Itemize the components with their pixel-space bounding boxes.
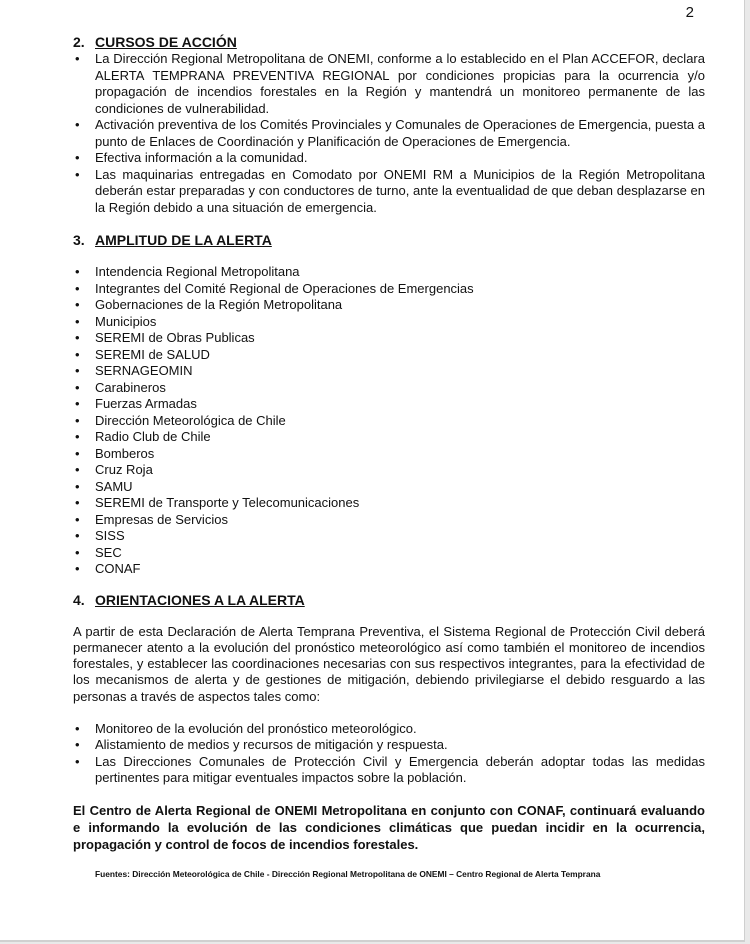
bullet-icon: • [75,495,80,510]
bullet-icon: • [75,313,80,329]
sources-note: Fuentes: Dirección Meteorológica de Chile - Dirección Regional Metropolitana de ONEMI – Centro Regional de Alerta Temprana [95,869,601,880]
bullet-icon: • [75,753,80,769]
list-item: • SAMU [75,478,133,494]
list-item: • Efectiva información a la comunidad. [75,150,308,165]
bullet-icon: • [75,166,80,182]
bullet-icon: • [75,346,80,362]
bullet-icon: • [75,528,80,543]
list-item: • Intendencia Regional Metropolitana [75,264,300,279]
section-4-heading [73,592,705,608]
bullet-icon: • [75,297,80,312]
section-3-title: AMPLITUD DE LA ALERTA [95,232,272,248]
list-item: • SEC [75,544,122,560]
bullet-icon: • [75,150,80,165]
list-item: • Empresas de Servicios [75,511,228,527]
section-4-title: ORIENTACIONES A LA ALERTA [95,591,305,608]
list-item: • Radio Club de Chile [75,429,211,444]
list-item: • Integrantes del Comité Regional de Operaciones de Emergencias [75,280,474,296]
list-item: • Las maquinarias entregadas en Comodato por ONEMI RM a Municipios de la Región Metropolitana deberán estar preparadas y con conductores de turno, ante la eventualidad de que deban desplazarse en la Región debido a una situación de emergencia. [75,166,705,215]
section-3-list [73,264,705,578]
list-item: • Fuerzas Armadas [75,396,197,411]
bullet-icon: • [75,264,80,279]
bullet-icon: • [75,511,80,527]
list-item: • Alistamiento de medios y recursos de mitigación y respuesta. [75,737,448,753]
section-2-title: CURSOS DE ACCIÓN [95,34,237,50]
list-item: • Dirección Meteorológica de Chile [75,412,286,428]
list-item: • Municipios [75,313,157,329]
bullet-icon: • [75,462,80,477]
bullet-icon: • [75,363,80,378]
document-content [73,34,705,879]
bullet-icon: • [75,117,80,132]
section-2-list [73,51,705,216]
list-item: • Las Direcciones Comunales de Protección Civil y Emergencia deberán adoptar todas las medidas pertinentes para mitigar eventuales impactos sobre la población. [75,753,705,786]
bullet-icon: • [75,280,80,296]
closing-statement: El Centro de Alerta Regional de ONEMI Metropolitana en conjunto con CONAF, continuará evaluando e informando la evolución de las condiciones climáticas que puedan incidir en la ocurrencia, propagación y control de focos de incendios forestales. [73,802,705,852]
list-item: • CONAF [75,561,141,576]
bullet-icon: • [75,737,80,753]
bullet-icon: • [75,720,80,736]
bullet-icon: • [75,330,80,345]
list-item: • Carabineros [75,379,166,395]
bullet-icon: • [75,561,80,576]
section-3-heading [73,232,705,248]
list-item: • Gobernaciones de la Región Metropolitana [75,297,343,312]
bullet-icon: • [75,445,80,461]
section-2-number: 2. [73,34,85,50]
bullet-icon: • [75,412,80,428]
section-4-list [73,721,705,787]
list-item: • Activación preventiva de los Comités Provinciales y Comunales de Operaciones de Emergencia, puesta a punto de Enlaces de Coordinación y Planificación de Operaciones de Emergencia. [75,117,705,149]
bullet-icon: • [75,396,80,411]
section-4-paragraph: A partir de esta Declaración de Alerta Temprana Preventiva, el Sistema Regional de Protección Civil deberá permanecer atento a la evolución del pronóstico meteorológico así como también el monitoreo de incendios forestales, y establecer las coordinaciones necesarias con sus respectivos integrantes, para la efectividad de los mecanismos de alerta y de gestiones de mitigación, debiendo privilegiarse el debido resguardo a las personas a través de aspectos tales como: [73,623,705,704]
section-2-heading [73,34,705,50]
list-item: • La Dirección Regional Metropolitana de ONEMI, conforme a lo establecido en el Plan ACCEFOR, declara ALERTA TEMPRANA PREVENTIVA REGIONAL por condiciones propicias para la ocurrencia y/o propagación de incendios forestales en la Región y mantendrá un monitoreo permanente de las condiciones de vulnerabilidad. [75,51,705,116]
list-item: • SEREMI de Transporte y Telecomunicaciones [75,495,360,510]
list-item: • SEREMI de SALUD [75,346,210,362]
list-item: • Cruz Roja [75,462,153,477]
list-item: • SISS [75,528,125,543]
list-item: • Monitoreo de la evolución del pronóstico meteorológico. [75,720,417,736]
bullet-icon: • [75,429,80,444]
bullet-icon: • [75,379,80,395]
section-3-number: 3. [73,232,85,248]
page-number: 2 [685,4,694,21]
section-4-number: 4. [73,591,85,608]
bullet-icon: • [75,478,80,494]
bullet-icon: • [75,51,80,66]
list-item: • Bomberos [75,445,155,461]
list-item: • SEREMI de Obras Publicas [75,330,255,345]
bullet-icon: • [75,544,80,560]
list-item: • SERNAGEOMIN [75,363,193,378]
